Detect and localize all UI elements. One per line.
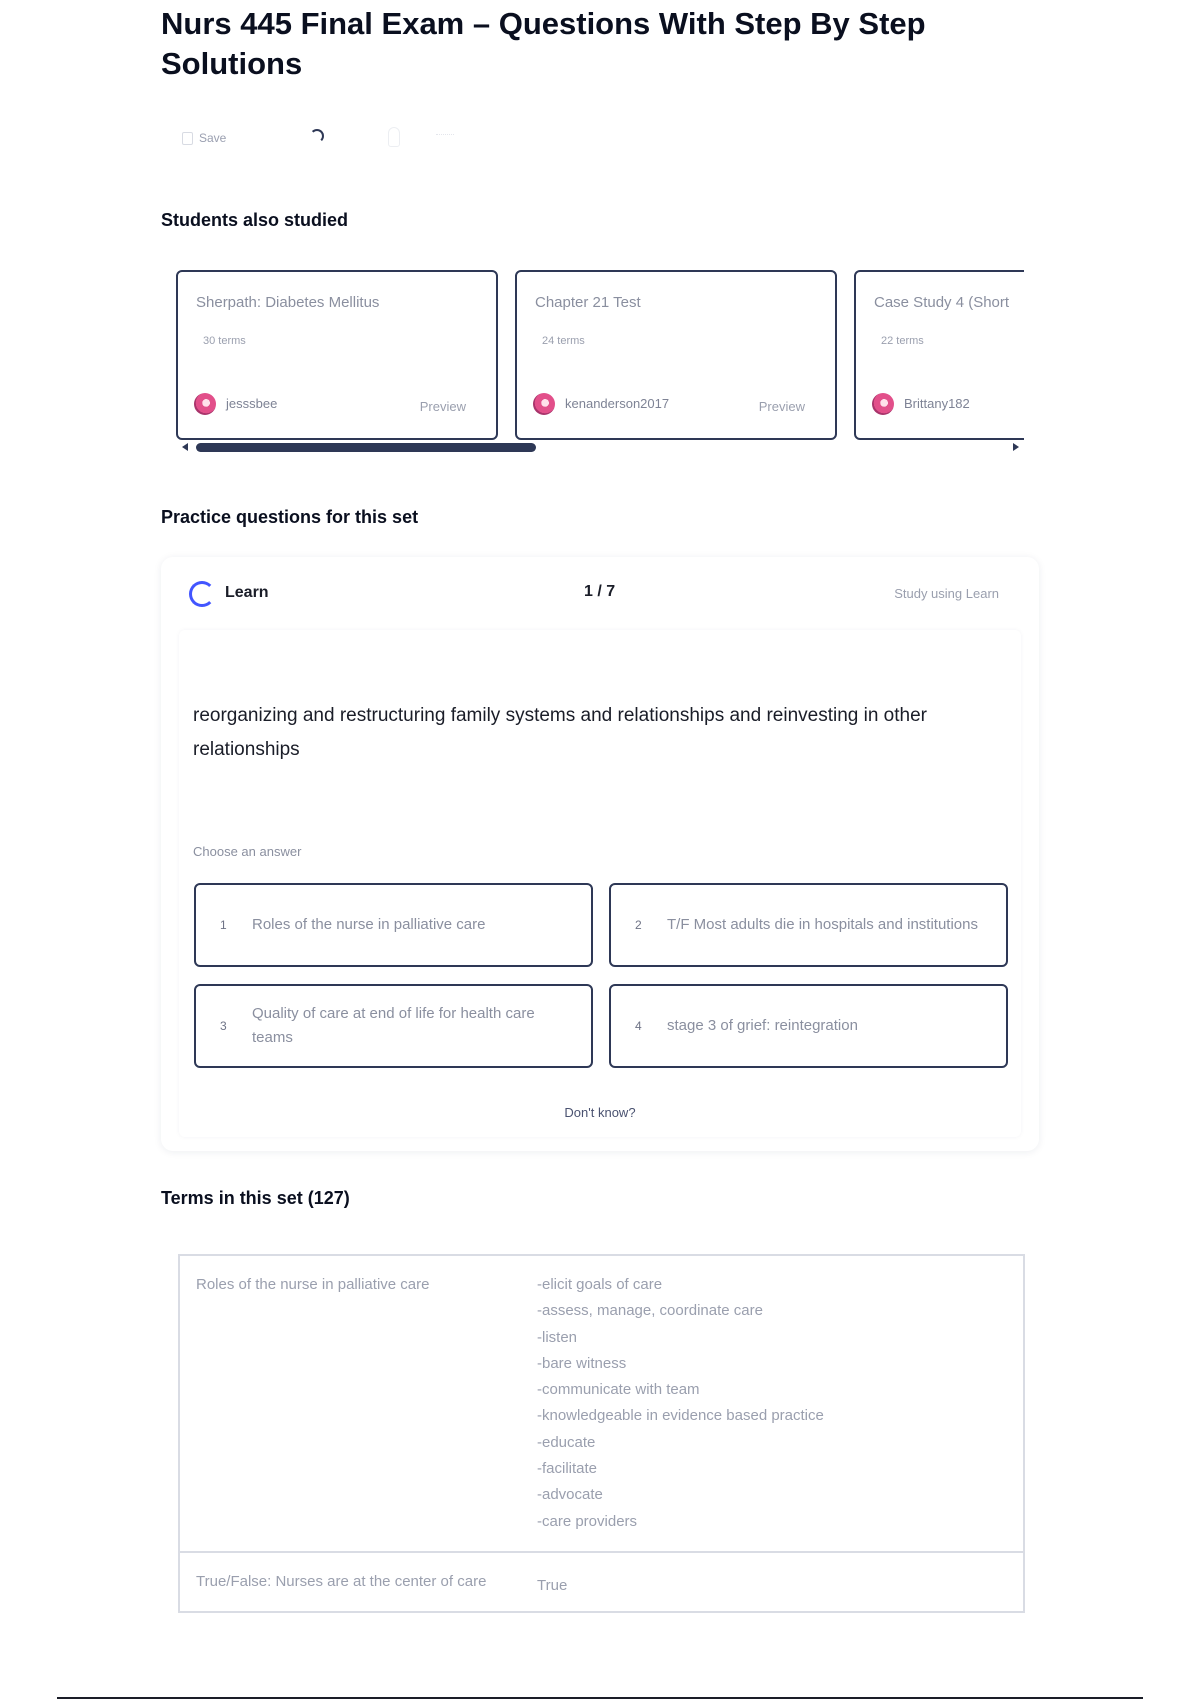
option-text: stage 3 of grief: reintegration xyxy=(667,1017,858,1034)
term-definition xyxy=(537,1553,1023,1611)
option-number: 2 xyxy=(635,918,642,932)
term-definition xyxy=(537,1256,1023,1551)
definition-line: -care providers xyxy=(537,1512,638,1530)
term-word: Roles of the nurse in palliative care xyxy=(196,1276,430,1293)
students-also-studied-heading: Students also studied xyxy=(161,210,349,230)
answer-option[interactable] xyxy=(609,883,1008,967)
option-text: Roles of the nurse in palliative care xyxy=(252,916,486,933)
term-row xyxy=(180,1256,1023,1553)
question-card xyxy=(179,630,1021,1137)
option-text: T/F Most adults die in hospitals and institutions xyxy=(667,916,978,933)
definition-line: -bare witness xyxy=(537,1354,627,1372)
answer-option[interactable] xyxy=(194,984,593,1068)
avatar xyxy=(533,393,555,415)
option-text: Quality of care at end of life for health care teams xyxy=(252,1005,535,1046)
study-set-card[interactable] xyxy=(176,270,498,440)
faded-action-icon[interactable] xyxy=(388,127,400,147)
card-title: Case Study 4 (Short xyxy=(874,294,1010,311)
practice-panel xyxy=(161,557,1039,1151)
save-icon xyxy=(182,132,193,145)
definition-line: -communicate with team xyxy=(537,1381,700,1399)
term-word: True/False: Nurses are at the center of care xyxy=(196,1572,487,1590)
save-label: Save xyxy=(199,131,227,145)
card-username[interactable]: kenanderson2017 xyxy=(565,396,670,411)
card-username[interactable]: Brittany182 xyxy=(904,396,970,411)
term-row xyxy=(180,1553,1023,1611)
preview-button[interactable]: Preview xyxy=(758,399,805,414)
avatar xyxy=(872,393,894,415)
practice-questions-heading: Practice questions for this set xyxy=(161,507,419,527)
definition-line: True xyxy=(537,1576,568,1594)
card-terms-count: 30 terms xyxy=(203,335,246,347)
loading-spinner-icon xyxy=(310,129,324,143)
card-title: Chapter 21 Test xyxy=(535,294,641,311)
study-using-learn-link[interactable]: Study using Learn xyxy=(894,586,999,601)
scroll-right-arrow-icon[interactable] xyxy=(1013,443,1019,451)
option-number: 4 xyxy=(635,1019,642,1033)
scroll-left-arrow-icon[interactable] xyxy=(182,443,188,451)
learn-icon xyxy=(189,581,215,607)
option-number: 3 xyxy=(220,1019,227,1033)
faded-action-icon-2[interactable] xyxy=(436,134,454,138)
definition-line: -advocate xyxy=(537,1486,603,1504)
card-title: Sherpath: Diabetes Mellitus xyxy=(196,294,380,311)
choose-answer-label: Choose an answer xyxy=(193,844,302,859)
page-title: Nurs 445 Final Exam – Questions With Step By Step Solutions xyxy=(161,6,926,81)
carousel-scrollbar-thumb[interactable] xyxy=(196,443,536,452)
also-studied-carousel xyxy=(176,270,1024,442)
answer-option[interactable] xyxy=(194,883,593,967)
study-set-card[interactable] xyxy=(515,270,837,440)
definition-line: -knowledgeable in evidence based practice xyxy=(537,1407,824,1425)
definition-line: -listen xyxy=(537,1328,578,1346)
preview-button[interactable]: Preview xyxy=(419,399,466,414)
option-number: 1 xyxy=(220,918,227,932)
question-text: reorganizing and restructuring family systems and relationships and reinvesting in other relationships xyxy=(193,705,927,760)
terms-table xyxy=(178,1254,1025,1613)
learn-label: Learn xyxy=(225,584,269,601)
dont-know-button[interactable]: Don't know? xyxy=(564,1105,636,1120)
card-terms-count: 24 terms xyxy=(542,335,585,347)
definition-line: -assess, manage, coordinate care xyxy=(537,1302,763,1320)
avatar xyxy=(194,393,216,415)
question-counter: 1 / 7 xyxy=(584,583,616,600)
card-username[interactable]: jesssbee xyxy=(226,396,278,411)
action-bar xyxy=(182,126,226,150)
card-terms-count: 22 terms xyxy=(881,335,924,347)
page-bottom-divider xyxy=(57,1697,1143,1699)
definition-line: -educate xyxy=(537,1433,596,1451)
terms-in-set-heading: Terms in this set (127) xyxy=(161,1188,350,1208)
definition-line: -elicit goals of care xyxy=(537,1276,663,1293)
save-button[interactable] xyxy=(182,131,226,145)
answer-option[interactable] xyxy=(609,984,1008,1068)
study-set-card[interactable] xyxy=(854,270,1024,440)
definition-line: -facilitate xyxy=(537,1460,598,1478)
